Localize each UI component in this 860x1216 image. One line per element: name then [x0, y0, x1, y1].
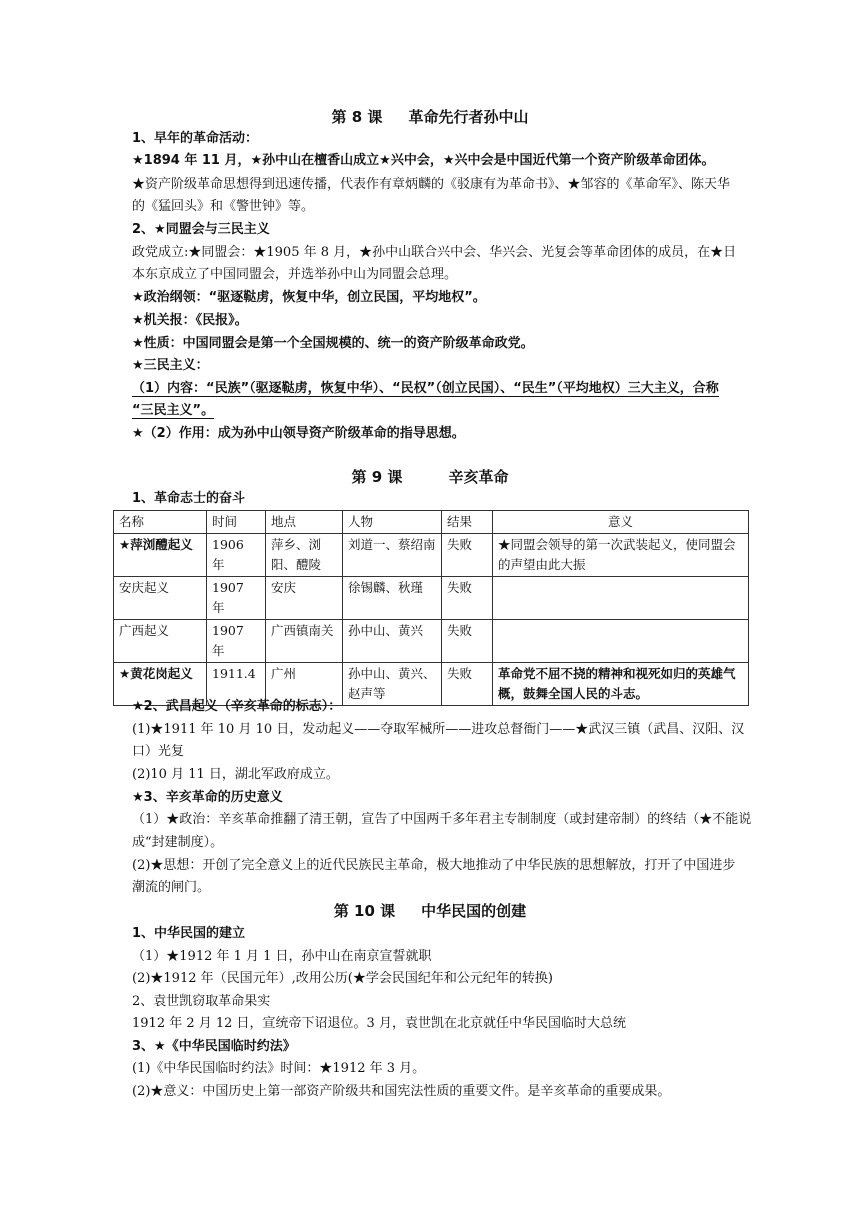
lesson10-heading-3: 3、★《中华民国临时约法》	[132, 1039, 296, 1054]
table-cell: 孙中山、黄兴	[343, 620, 442, 663]
table-cell: ★黄花岗起义	[114, 663, 207, 706]
table-cell: 失败	[442, 620, 493, 663]
lesson10-number: 第 10 课	[333, 902, 396, 920]
table-cell: 孙中山、黄兴、赵声等	[343, 663, 442, 706]
table-cell: ★同盟会领导的第一次武装起义，使同盟会的声望由此大振	[493, 534, 749, 577]
table-cell: 1907 年	[207, 620, 266, 663]
lesson8-para-7: ★三民主义：	[132, 358, 209, 373]
table-cell: 刘道一、蔡绍南	[343, 534, 442, 577]
table-cell: 安庆	[266, 577, 343, 620]
header-cell: 结果	[442, 511, 493, 534]
lesson9-heading-1: 1、革命志士的奋斗	[132, 491, 246, 506]
lesson10-heading-2: 2、袁世凯窃取革命果实	[132, 994, 271, 1009]
lesson9-para-4a: (2)★思想：开创了完全意义上的近代民族民主革命，极大地推动了中华民族的思想解放，打开了中国进步	[132, 858, 736, 873]
lesson10-title	[0, 900, 860, 922]
lesson10-para-5: (2)★意义：中国历史上第一部资产阶级共和国宪法性质的重要文件。是辛亥革命的重要成果。	[132, 1084, 671, 1099]
table-cell: 失败	[442, 577, 493, 620]
lesson8-number: 第 8 课	[331, 108, 383, 126]
uprisings-table	[113, 510, 749, 706]
lesson8-heading-2: 2、★同盟会与三民主义	[132, 222, 270, 237]
lesson8-para-2b: 的《猛回头》和《警世钟》等。	[132, 199, 315, 214]
lesson8-title	[0, 106, 860, 128]
table-header-row	[114, 511, 749, 534]
table-cell: 1907 年	[207, 577, 266, 620]
lesson9-heading-2: ★2、武昌起义（辛亥革命的标志）：	[132, 699, 342, 714]
lesson10-name: 中华民国的创建	[421, 902, 527, 920]
lesson9-para-3a: （1）★政治：辛亥革命推翻了清王朝，宣告了中国两千多年君主专制制度（或封建帝制）的终结（★不能说	[132, 812, 752, 827]
lesson10-para-4: (1)《中华民国临时约法》时间：★1912 年 3 月。	[132, 1061, 426, 1076]
lesson9-para-1a: (1)★1911 年 10 月 10 日，发动起义——夺取军械所——进攻总督衙门——★武汉三镇（武昌、汉阳、汉	[132, 722, 745, 737]
lesson8-para-3a: 政党成立:★同盟会：★1905 年 8 月，★孙中山联合兴中会、华兴会、光复会等革命团体的成员，在★日	[132, 245, 737, 260]
table-cell: 安庆起义	[114, 577, 207, 620]
table-cell: ★萍浏醴起义	[114, 534, 207, 577]
table-cell	[493, 577, 749, 620]
header-cell: 时间	[207, 511, 266, 534]
lesson8-para-5: ★机关报：《民报》。	[132, 313, 248, 328]
table-row	[114, 577, 749, 620]
table-cell: 广西起义	[114, 620, 207, 663]
lesson8-para-3b: 本东京成立了中国同盟会，并选举孙中山为同盟会总理。	[132, 267, 458, 282]
lesson10-heading-1: 1、中华民国的建立	[132, 926, 246, 941]
header-cell: 意义	[493, 511, 749, 534]
lesson8-para-6: ★性质：中国同盟会是第一个全国规模的、统一的资产阶级革命政党。	[132, 336, 534, 351]
table-cell: 失败	[442, 534, 493, 577]
lesson9-para-2: (2)10 月 11 日，湖北军政府成立。	[132, 767, 339, 782]
table-row	[114, 534, 749, 577]
lesson8-para-1: ★1894 年 11 月，★孙中山在檀香山成立★兴中会，★兴中会是中国近代第一个资产阶级革命团体。	[132, 153, 715, 168]
lesson8-para-2a: ★资产阶级革命思想得到迅速传播，代表作有章炳麟的《驳康有为革命书》、★邹容的《革命军》、陈天华	[132, 177, 731, 192]
header-cell: 地点	[266, 511, 343, 534]
header-cell: 人物	[343, 511, 442, 534]
lesson9-para-1b: 口）光复	[132, 744, 185, 759]
lesson8-name: 革命先行者孙中山	[408, 108, 529, 126]
table-cell: 萍乡、浏阳、醴陵	[266, 534, 343, 577]
header-cell: 名称	[114, 511, 207, 534]
lesson8-para-9: ★（2）作用：成为孙中山领导资产阶级革命的指导思想。	[132, 426, 465, 441]
table-row	[114, 620, 749, 663]
lesson8-heading-1: 1、早年的革命活动：	[132, 131, 259, 146]
lesson9-heading-3: ★3、辛亥革命的历史意义	[132, 790, 283, 805]
table-cell: 革命党不屈不挠的精神和视死如归的英雄气概，鼓舞全国人民的斗志。	[493, 663, 749, 706]
lesson10-para-3: 1912 年 2 月 12 日，宣统帝下诏退位。3 月，袁世凯在北京就任中华民国临时大总统	[132, 1016, 626, 1031]
lesson8-para-4: ★政治纲领：“驱逐鞑虏，恢复中华，创立民国，平均地权”。	[132, 290, 486, 305]
table-cell	[493, 620, 749, 663]
lesson9-title	[0, 466, 860, 488]
lesson9-para-3b: 成“封建制度）。	[132, 835, 224, 850]
lesson9-para-4b: 潮流的闸门。	[132, 880, 211, 895]
table-cell: 广西镇南关	[266, 620, 343, 663]
lesson8-para-8b	[132, 400, 214, 422]
lesson8-para-8a-text: （1）内容：“民族”（驱逐鞑虏，恢复中华）、“民权”（创立民国）、“民生”（平均地权）三大主义，合称	[132, 381, 719, 396]
lesson8-para-8b-text: “三民主义”。	[132, 403, 215, 418]
table-cell: 1906 年	[207, 534, 266, 577]
lesson10-para-1: （1）★1912 年 1 月 1 日，孙中山在南京宣誓就职	[132, 949, 432, 964]
lesson9-number: 第 9 课	[351, 468, 403, 486]
table-cell: 失败	[442, 663, 493, 706]
lesson9-name: 辛亥革命	[448, 468, 509, 486]
table-cell: 徐锡麟、秋瑾	[343, 577, 442, 620]
lesson10-para-2: (2)★1912 年（民国元年）,改用公历(★学会民国纪年和公元纪年的转换)	[132, 971, 553, 986]
table-cell: 广州	[266, 663, 343, 706]
table-cell: 1911.4	[207, 663, 266, 706]
lesson8-para-8a	[132, 378, 719, 400]
